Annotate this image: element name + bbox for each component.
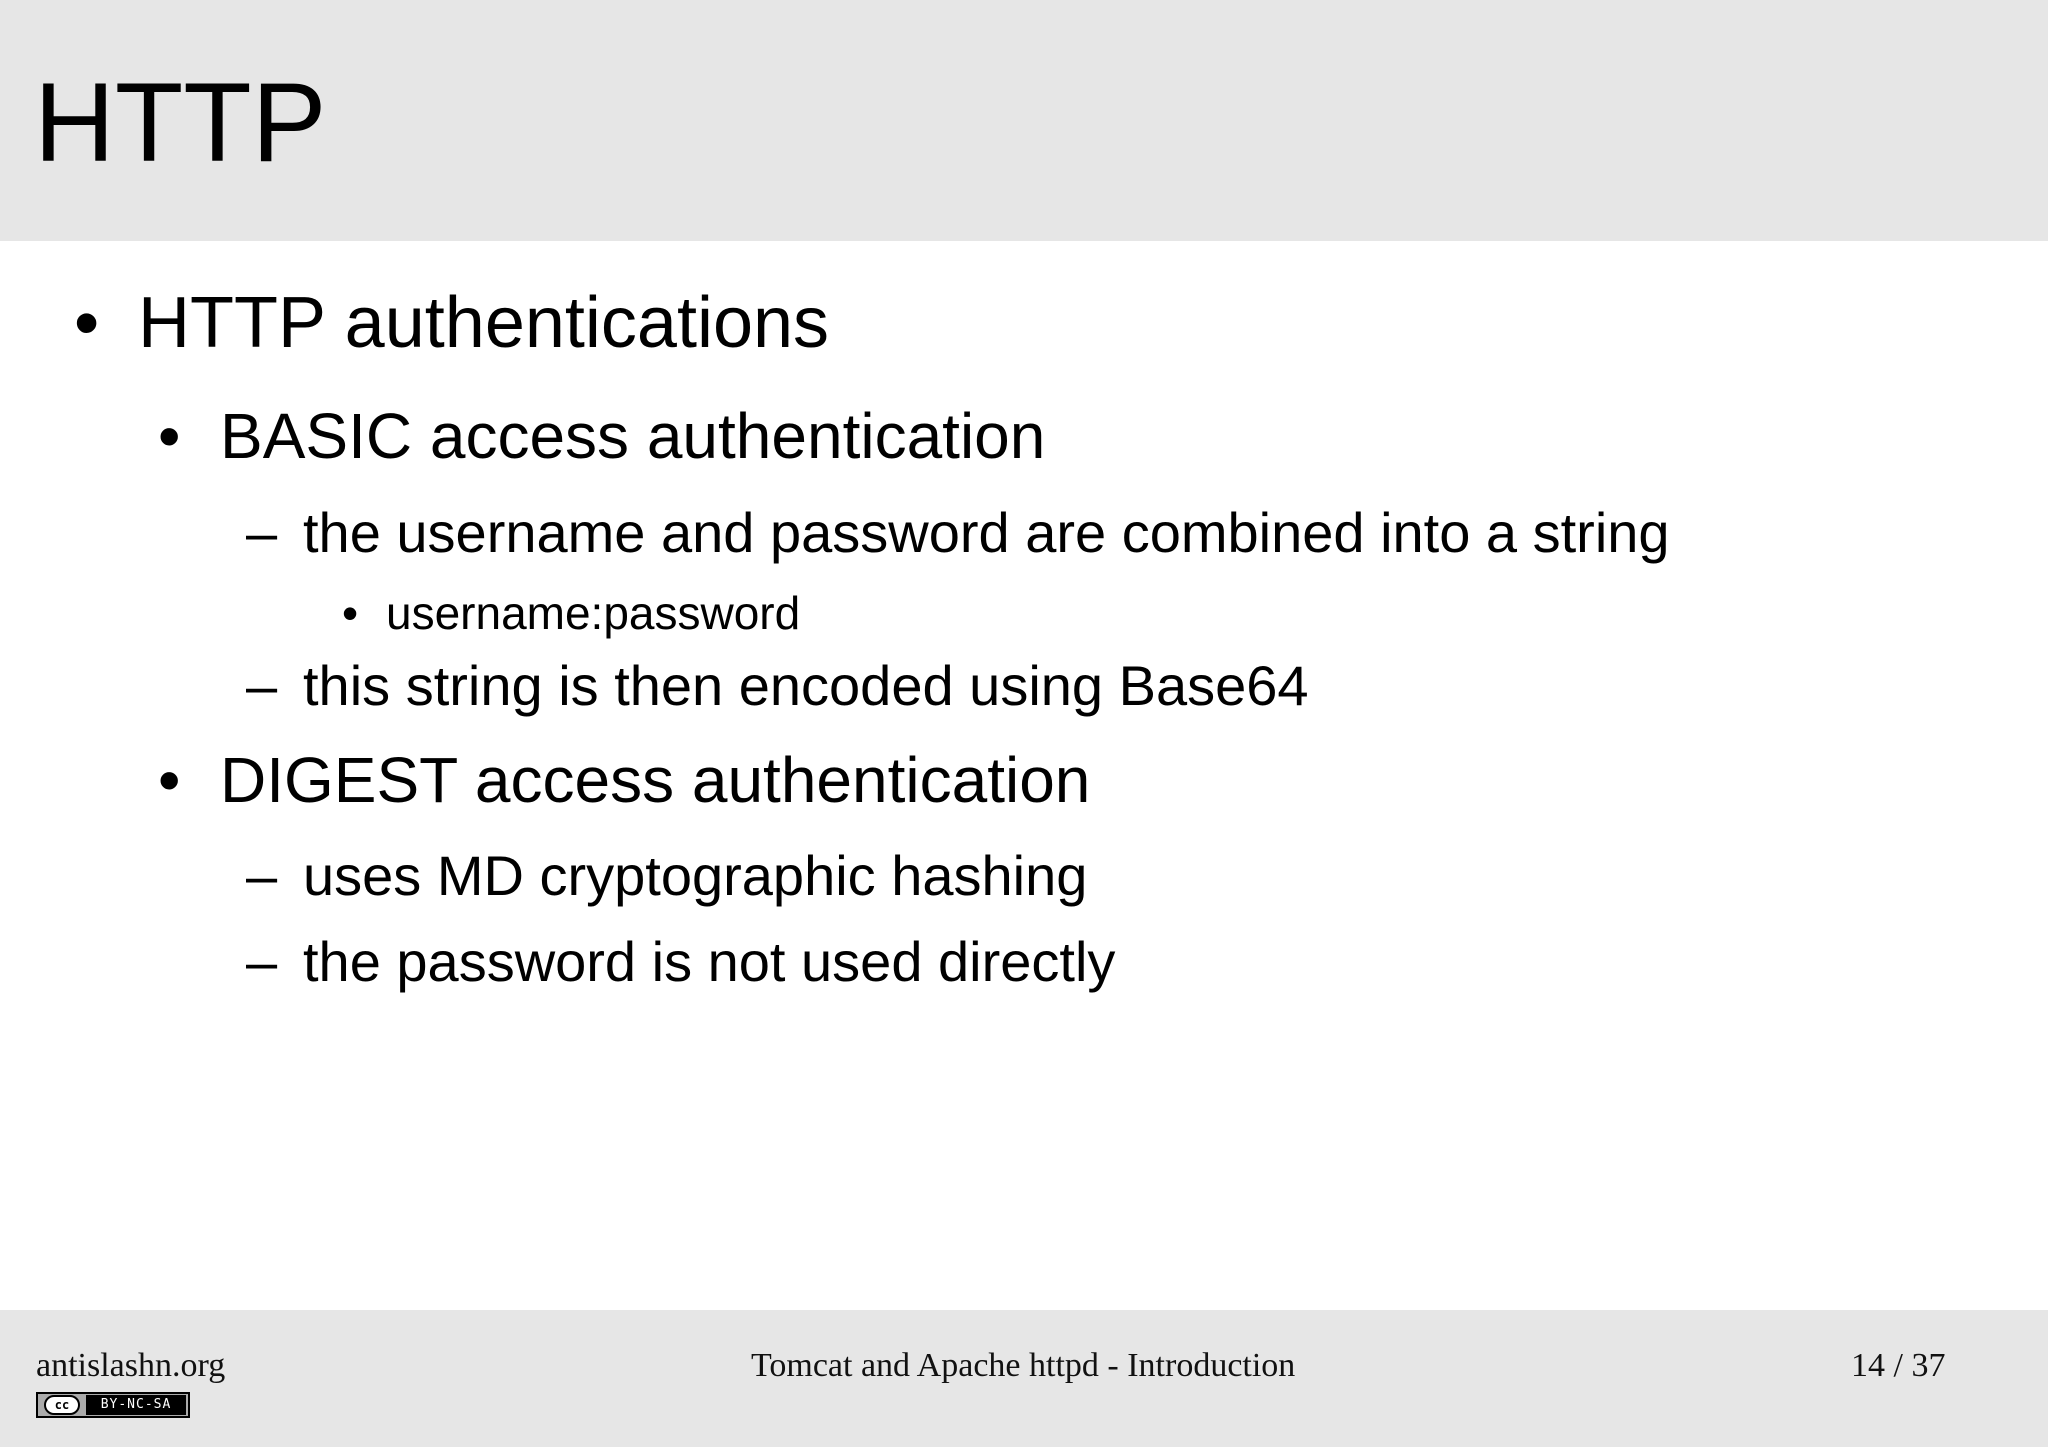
bullet-http-authentications: HTTP authentications bbox=[138, 283, 830, 363]
dash-marker: – bbox=[246, 654, 278, 717]
dash-marker: – bbox=[246, 930, 278, 993]
bullet-combined-string: the username and password are combined into a string bbox=[303, 501, 1670, 564]
bullet-marker: • bbox=[342, 587, 359, 639]
cc-license-text: BY-NC-SA bbox=[86, 1395, 186, 1415]
footer-site: antislashn.org bbox=[36, 1347, 226, 1384]
bullet-digest-auth: DIGEST access authentication bbox=[220, 744, 1091, 816]
bullet-marker: • bbox=[158, 744, 181, 816]
cc-icon: cc bbox=[44, 1395, 80, 1415]
footer-page-number: 14 / 37 bbox=[1851, 1347, 1946, 1384]
bullet-md-hashing: uses MD cryptographic hashing bbox=[303, 844, 1088, 907]
slide-content bbox=[0, 241, 2048, 1310]
cc-license-badge bbox=[36, 1392, 190, 1418]
bullet-marker: • bbox=[158, 400, 181, 472]
bullet-password-not-direct: the password is not used directly bbox=[303, 930, 1116, 993]
bullet-base64: this string is then encoded using Base64 bbox=[303, 654, 1309, 717]
bullet-marker: • bbox=[74, 283, 100, 363]
dash-marker: – bbox=[246, 501, 278, 564]
slide-header bbox=[0, 0, 2048, 241]
slide-title: HTTP bbox=[34, 60, 327, 185]
footer-presentation-title: Tomcat and Apache httpd - Introduction bbox=[751, 1347, 1296, 1384]
bullet-basic-auth: BASIC access authentication bbox=[220, 400, 1046, 472]
dash-marker: – bbox=[246, 844, 278, 907]
slide-footer bbox=[0, 1310, 2048, 1447]
bullet-username-password: username:password bbox=[386, 587, 801, 639]
